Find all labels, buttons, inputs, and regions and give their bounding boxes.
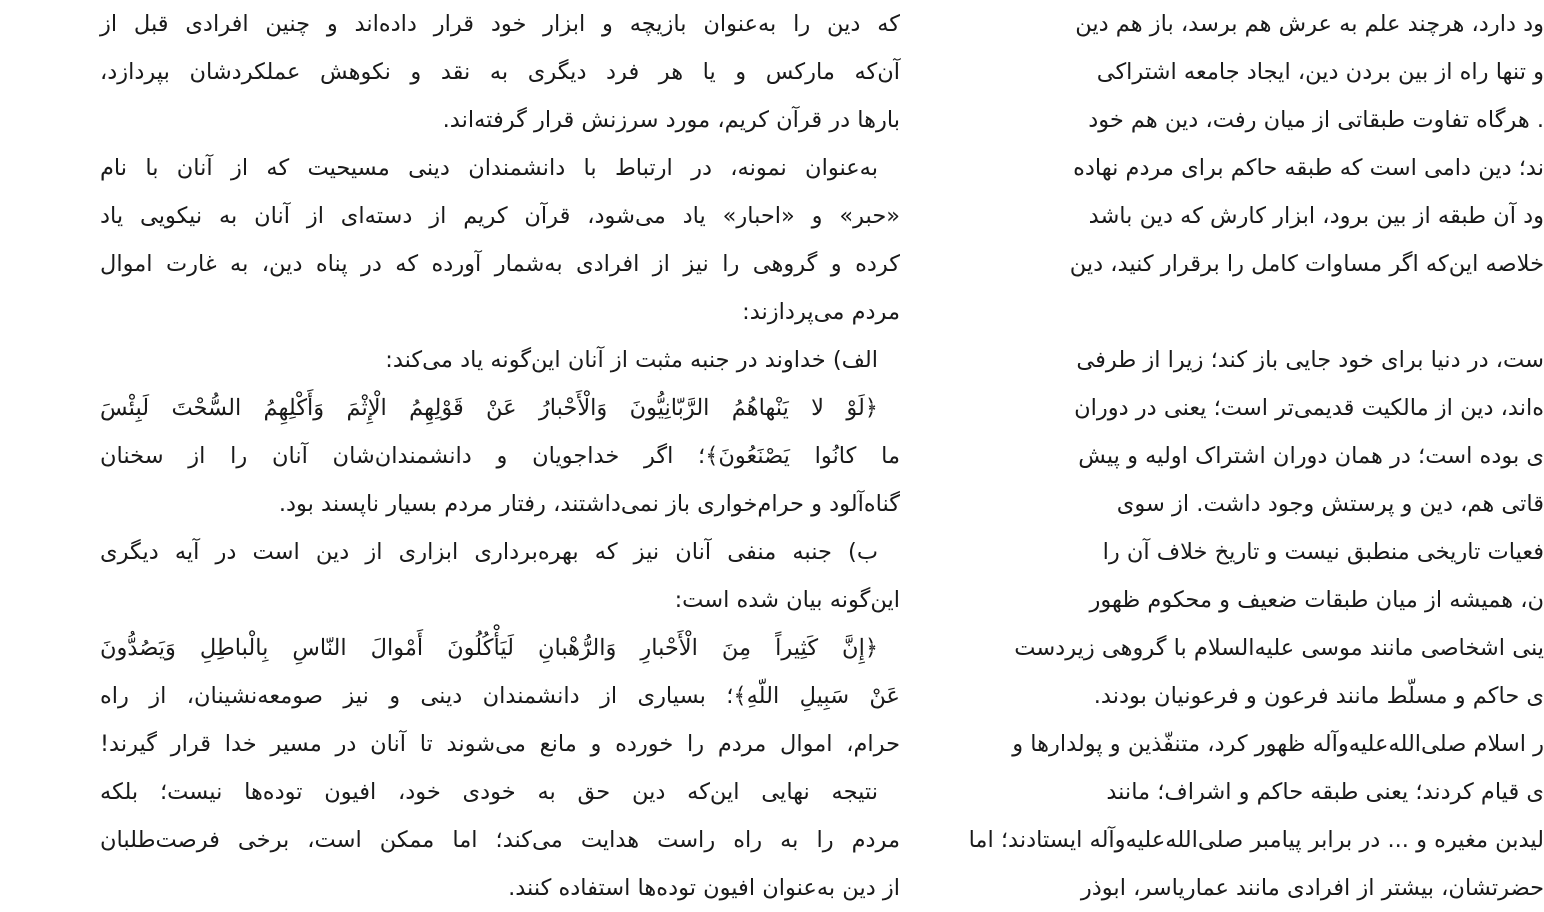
text-line: «حبر» و «احبار» یاد می‌شود، قرآن کریم از دسته‌ای از آنان به نیکویی یاد	[100, 203, 900, 229]
text-line: به‌عنوان نمونه، در ارتباط با دانشمندان دینی مسیحیت که از آنان با نام	[100, 155, 878, 181]
text-line: فعیات تاریخی منطبق نیست و تاریخ خلاف آن را	[1102, 539, 1544, 565]
text-line: ی حاکم و مسلّط مانند فرعون و فرعونیان بودند.	[1093, 683, 1544, 709]
text-line: ود آن طبقه از بین برود، ابزار کارش که دین باشد	[1088, 203, 1544, 229]
text-line: ن، همیشه از میان طبقات ضعیف و محکوم ظهور	[1089, 587, 1544, 613]
text-line: خلاصه این‌که اگر مساوات کامل را برقرار کنید، دین	[1069, 251, 1544, 277]
text-line: مردم را به راه راست هدایت می‌کند؛ اما ممکن است، برخی فرصت‌طلبان	[100, 827, 900, 853]
text-line: ه‌اند، دین از مالکیت قدیمی‌تر است؛ یعنی در دوران	[1074, 395, 1544, 421]
text-line: از دین به‌عنوان افیون توده‌ها استفاده کنند.	[508, 875, 900, 901]
text-line: ما كانُوا يَصْنَعُونَ﴾؛ اگر خداجویان و دانشمندان‌شان آنان را از سخنان	[100, 443, 900, 469]
text-line: حضرتشان، بیشتر از افرادی مانند عماریاسر، ابوذر	[1080, 875, 1544, 901]
text-line: ست، در دنیا برای خود جایی باز کند؛ زیرا از طرفی	[1076, 347, 1544, 373]
text-line: گناه‌آلود و حرام‌خواری باز نمی‌داشتند، رفتار مردم بسیار ناپسند بود.	[278, 491, 900, 517]
text-line: مردم می‌پردازند:	[742, 299, 900, 325]
right-text-column	[944, 0, 1544, 907]
text-line: که دین را به‌عنوان بازیچه و ابزار خود قرار داده‌اند و چنین افرادی قبل از	[100, 11, 900, 37]
text-line: عَنْ سَبِيلِ اللّهِ﴾؛ بسیاری از دانشمندان دینی و نیز صومعه‌نشینان، از راه	[100, 683, 900, 709]
text-line: کرده و گروهی را نیز از افرادی به‌شمار آورده که در پناه دین، به غارت اموال	[100, 251, 900, 277]
text-line: ینی اشخاصی مانند موسی عليه‌السلام با گروهی زیردست	[1014, 635, 1544, 661]
text-line: بارها در قرآن کریم، مورد سرزنش قرار گرفته‌اند.	[442, 107, 900, 133]
text-line: قاتی هم، دین و پرستش وجود داشت. از سوی	[1116, 491, 1544, 517]
quran-verse-line: ﴿إِنَّ كَثِيراً مِنَ الْأَحْبارِ وَالرُّهْبانِ لَيَأْكُلُونَ أَمْوالَ النّاسِ بِالْباطِلِ وَيَصُدُّونَ	[100, 635, 878, 661]
text-line: ب) جنبه منفی آنان نیز که بهره‌برداری ابزاری از دین است در آیه دیگری	[100, 539, 878, 565]
text-line: . هرگاه تفاوت طبقاتی از میان رفت، دین هم خود	[1088, 107, 1544, 133]
text-line: لیدبن مغیره و ... در برابر پیامبر صلى‌الله‌عليه‌وآله ایستادند؛ اما	[968, 827, 1544, 853]
text-line: ی بوده است؛ در همان دوران اشتراک اولیه و پیش	[1078, 443, 1544, 469]
text-line: و تنها راه از بین بردن دین، ایجاد جامعه اشتراکی	[1096, 59, 1544, 85]
text-line: این‌گونه بیان شده است:	[674, 587, 900, 613]
text-line: الف) خداوند در جنبه مثبت از آنان این‌گونه یاد می‌کند:	[385, 347, 878, 373]
text-line: ند؛ دین دامی است که طبقه حاکم برای مردم نهاده	[1073, 155, 1544, 181]
text-line: آن‌که مارکس و یا هر فرد دیگری به نقد و نکوهش عملکردشان بپردازد،	[100, 59, 900, 85]
text-line: نتیجه نهایی این‌که دین حق به خودی خود، افیون توده‌ها نیست؛ بلکه	[100, 779, 878, 805]
text-line: ی قیام کردند؛ یعنی طبقه حاکم و اشراف؛ مانند	[1106, 779, 1544, 805]
text-line: حرام، اموال مردم را خورده و مانع می‌شوند تا آنان در مسیر خدا قرار گیرند!	[100, 731, 900, 757]
text-line: ر اسلام صلى‌الله‌عليه‌وآله ظهور کرد، متنفّذین و پولدارها و	[1012, 731, 1544, 757]
quran-verse-line: ﴿لَوْ لا يَنْهاهُمُ الرَّبّانِيُّونَ وَالْأَحْبارُ عَنْ قَوْلِهِمُ الْإِثْمَ وَأَكْلِهِمُ السُّحْتَ لَبِئْسَ	[100, 395, 878, 421]
text-line: ود دارد، هرچند علم به عرش هم برسد، باز هم دین	[1075, 11, 1544, 37]
left-text-column	[100, 0, 900, 907]
